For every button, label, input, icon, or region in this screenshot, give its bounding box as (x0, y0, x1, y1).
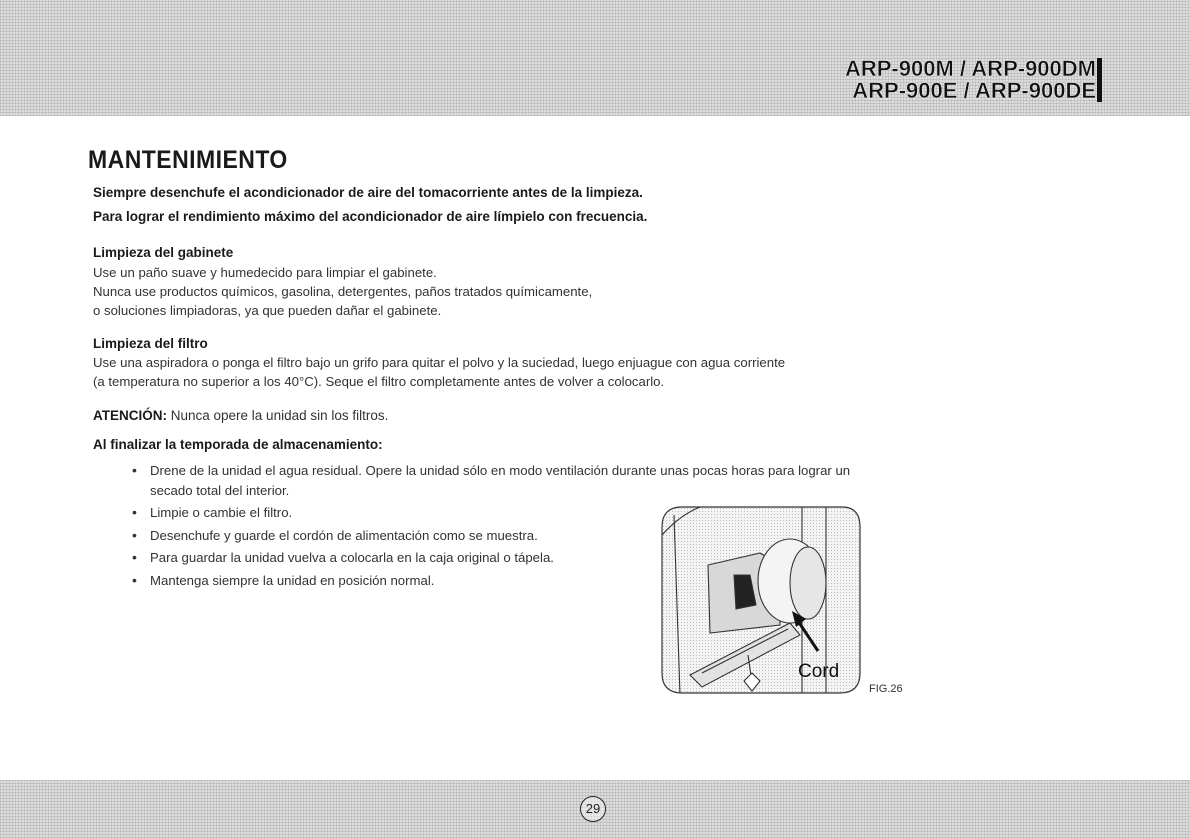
filter-text (93, 353, 785, 391)
bullet-text: Para guardar la unidad vuelva a colocarla en la caja original o tápela. (150, 550, 554, 565)
bullet-icon: • (132, 462, 137, 478)
bullet-text: Limpie o cambie el filtro. (150, 505, 293, 520)
cabinet-line: Nunca use productos químicos, gasolina, detergentes, paños tratados químicamente, (93, 284, 593, 299)
attention-note (93, 406, 388, 425)
bullet-icon: • (132, 571, 137, 588)
lead-line-1: Siempre desenchufe el acondicionador de aire del tomacorriente antes de la limpieza. (93, 185, 643, 200)
bullet-text: Drene de la unidad el agua residual. Opere la unidad sólo en modo ventilación durante unas pocas horas para lograr un (150, 463, 851, 478)
filter-line: Use una aspiradora o ponga el filtro bajo un grifo para quitar el polvo y la suciedad, luego enjuague con agua corriente (93, 355, 786, 370)
page-title: MANTENIMIENTO (88, 146, 288, 174)
figure-caption: FIG.26 (869, 683, 903, 695)
lead-line-2: Para lograr el rendimiento máximo del acondicionador de aire límpielo con frecuencia. (93, 209, 648, 224)
model-line-2: ARP-900E / ARP-900DE (852, 78, 1096, 103)
cabinet-line: o soluciones limpiadoras, ya que pueden dañar el gabinete. (93, 303, 442, 318)
cord-storage-figure (660, 505, 862, 695)
bullet-icon: • (132, 526, 137, 543)
page-number: 29 (580, 796, 606, 822)
attention-label: ATENCIÓN: (93, 408, 167, 423)
header-accent-bar (1097, 58, 1102, 102)
list-item (132, 461, 850, 500)
cabinet-heading: Limpieza del gabinete (93, 245, 234, 260)
cord-storage-illustration (660, 505, 862, 695)
model-line-1: ARP-900M / ARP-900DM (844, 56, 1096, 81)
bullet-icon: • (132, 504, 137, 520)
cabinet-line: Use un paño suave y humedecido para limpiar el gabinete. (93, 265, 437, 280)
filter-line: (a temperatura no superior a los 40°C). Seque el filtro completamente antes de volver a colocarlo. (93, 374, 665, 389)
filter-heading: Limpieza del filtro (93, 336, 208, 351)
model-numbers (845, 58, 1096, 102)
bullet-icon: • (132, 549, 137, 565)
cord-label: Cord (798, 661, 840, 682)
cabinet-text (93, 263, 592, 320)
bullet-text: Desenchufe y guarde el cordón de alimentación como se muestra. (150, 527, 538, 543)
bullet-text: secado total del interior. (150, 482, 290, 498)
bullet-text: Mantenga siempre la unidad en posición normal. (150, 572, 435, 588)
storage-heading: Al finalizar la temporada de almacenamiento: (93, 437, 383, 452)
attention-text: Nunca opere la unidad sin los filtros. (167, 408, 389, 423)
